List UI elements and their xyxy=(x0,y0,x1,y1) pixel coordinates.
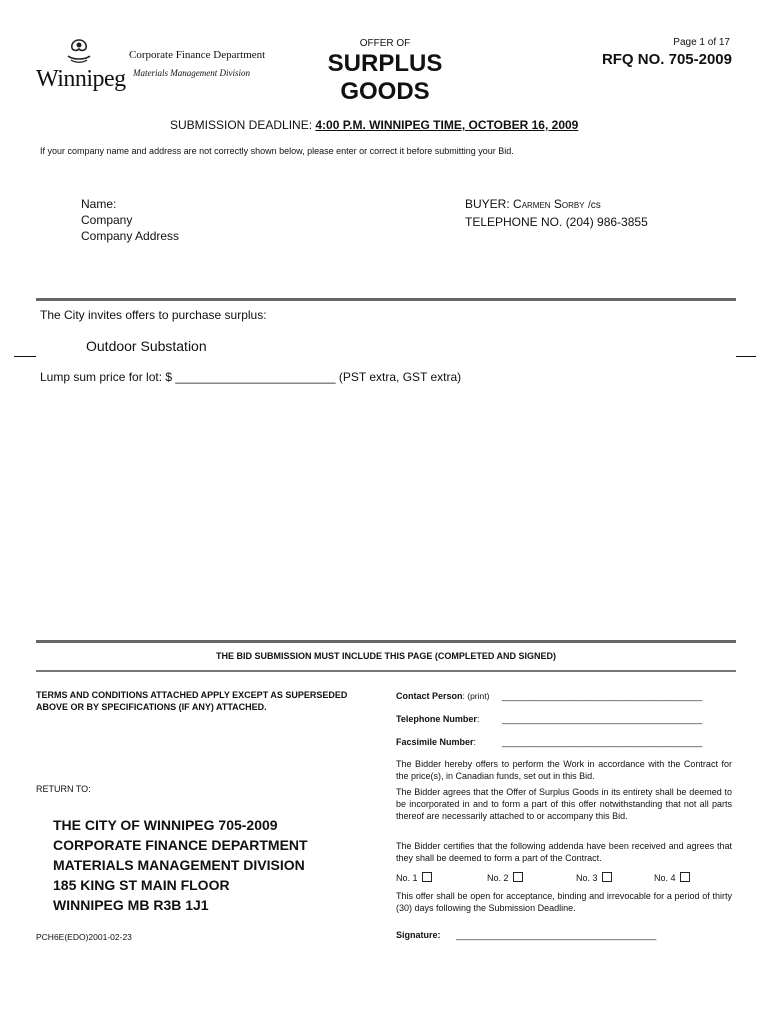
contact-person-input[interactable]: ________________________________________ xyxy=(502,691,703,701)
contact-print-hint: : (print) xyxy=(462,691,490,701)
terms-text: TERMS AND CONDITIONS ATTACHED APPLY EXCEPT AS SUPERSEDED ABOVE OR BY SPECIFICATIONS (IF ANY) ATTACHED. xyxy=(36,690,348,712)
addendum-1[interactable] xyxy=(396,872,432,884)
rfq-number: RFQ NO. 705-2009 xyxy=(601,51,732,68)
telephone-input[interactable]: ________________________________________ xyxy=(502,714,703,724)
addendum-3[interactable] xyxy=(576,872,612,884)
department-name: Corporate Finance Department xyxy=(129,49,266,61)
buyer-name: Carmen Sorby xyxy=(513,197,585,211)
facsimile-input[interactable]: ________________________________________ xyxy=(502,737,703,747)
signature-label: Signature: xyxy=(396,930,441,940)
deadline-label: SUBMISSION DEADLINE: xyxy=(170,118,313,132)
city-logo xyxy=(36,36,126,96)
statement-addenda: The Bidder certifies that the following addenda have been received and agrees that they shall be deemed to form a part of the Contract. xyxy=(396,841,732,863)
deadline-value: 4:00 P.M. WINNIPEG TIME, OCTOBER 16, 2009 xyxy=(315,118,579,132)
title-line-1: SURPLUS xyxy=(327,50,443,77)
buyer-initials: /cs xyxy=(587,200,601,211)
addendum-3-label: No. 3 xyxy=(576,873,598,883)
facsimile-colon: : xyxy=(473,737,477,747)
statement-incorporate: The Bidder agrees that the Offer of Surplus Goods in its entirety shall be deemed to be incorporated in and to form a part of this offer notwithstanding that not all parts thereof are necessarily attached to or accompany this Bid. xyxy=(396,787,732,821)
form-code: PCH6E(EDO)2001-02-23 xyxy=(36,932,132,942)
return-address xyxy=(53,815,308,915)
bison-emblem-icon xyxy=(64,36,94,64)
addendum-2-label: No. 2 xyxy=(487,873,509,883)
lump-sum-line xyxy=(40,370,461,384)
logo-word: Winnipeg xyxy=(36,66,126,92)
contact-person-label: Contact Person xyxy=(396,691,463,701)
bid-submission-notice xyxy=(36,651,736,661)
company-block xyxy=(81,196,179,244)
addendum-4-label: No. 4 xyxy=(654,873,676,883)
checkbox-icon[interactable] xyxy=(680,872,690,882)
divider-notice xyxy=(36,670,736,672)
contact-person-row xyxy=(396,690,736,702)
facsimile-label: Facsimile Number xyxy=(396,737,474,747)
checkbox-icon[interactable] xyxy=(602,872,612,882)
signature-row xyxy=(396,929,736,941)
title-line-2: GOODS xyxy=(340,78,430,105)
signature-input[interactable]: ________________________________________ xyxy=(456,930,657,940)
statement-perform: The Bidder hereby offers to perform the Work in accordance with the Contract for the price(s), in Canadian funds, set out in this Bid. xyxy=(396,759,732,781)
buyer-label: BUYER: xyxy=(465,197,510,211)
company-label: Company xyxy=(81,213,133,227)
return-line-1: THE CITY OF WINNIPEG 705-2009 xyxy=(53,817,278,833)
divider-bottom xyxy=(36,640,736,643)
return-line-3: MATERIALS MANAGEMENT DIVISION xyxy=(53,857,305,873)
telephone-label: Telephone Number xyxy=(396,714,477,724)
return-line-4: 185 KING ST MAIN FLOOR xyxy=(53,877,230,893)
bid-notice-text: THE BID SUBMISSION MUST INCLUDE THIS PAGE (COMPLETED AND SIGNED) xyxy=(215,651,556,661)
document-title xyxy=(310,50,460,106)
company-address-label: Company Address xyxy=(81,229,180,243)
division-name: Materials Management Division xyxy=(133,68,250,78)
addendum-1-label: No. 1 xyxy=(396,873,418,883)
margin-mark-right xyxy=(736,356,756,357)
buyer-telephone: TELEPHONE NO. (204) 986-3855 xyxy=(465,215,648,229)
facsimile-row xyxy=(396,736,736,748)
addendum-2[interactable] xyxy=(487,872,523,884)
offer-of-label: OFFER OF xyxy=(359,38,411,49)
tax-note: (PST extra, GST extra) xyxy=(338,370,462,384)
margin-mark-left xyxy=(14,356,36,357)
telephone-row xyxy=(396,713,736,725)
addenda-checkboxes xyxy=(396,872,736,886)
submission-deadline xyxy=(170,118,578,132)
lump-sum-label: Lump sum price for lot: $ xyxy=(40,370,173,384)
addendum-4[interactable] xyxy=(654,872,690,884)
return-line-5: WINNIPEG MB R3B 1J1 xyxy=(53,897,209,913)
name-label: Name: xyxy=(81,197,117,211)
surplus-item: Outdoor Substation xyxy=(86,338,207,354)
return-line-2: CORPORATE FINANCE DEPARTMENT xyxy=(53,837,308,853)
lump-sum-input[interactable]: ________________________ xyxy=(175,370,336,384)
telephone-colon: : xyxy=(476,714,480,724)
checkbox-icon[interactable] xyxy=(513,872,523,882)
divider-top xyxy=(36,298,736,301)
page-number: Page 1 of 17 xyxy=(673,37,730,48)
return-to-label: RETURN TO: xyxy=(36,784,91,794)
instruction-text: If your company name and address are not correctly shown below, please enter or correct it before submitting your Bid. xyxy=(40,146,514,156)
buyer-block xyxy=(465,196,648,230)
invite-text: The City invites offers to purchase surplus: xyxy=(40,308,267,322)
checkbox-icon[interactable] xyxy=(422,872,432,882)
statement-irrevocable: This offer shall be open for acceptance, binding and irrevocable for a period of thirty (30) days following the Submission Deadline. xyxy=(396,891,732,913)
